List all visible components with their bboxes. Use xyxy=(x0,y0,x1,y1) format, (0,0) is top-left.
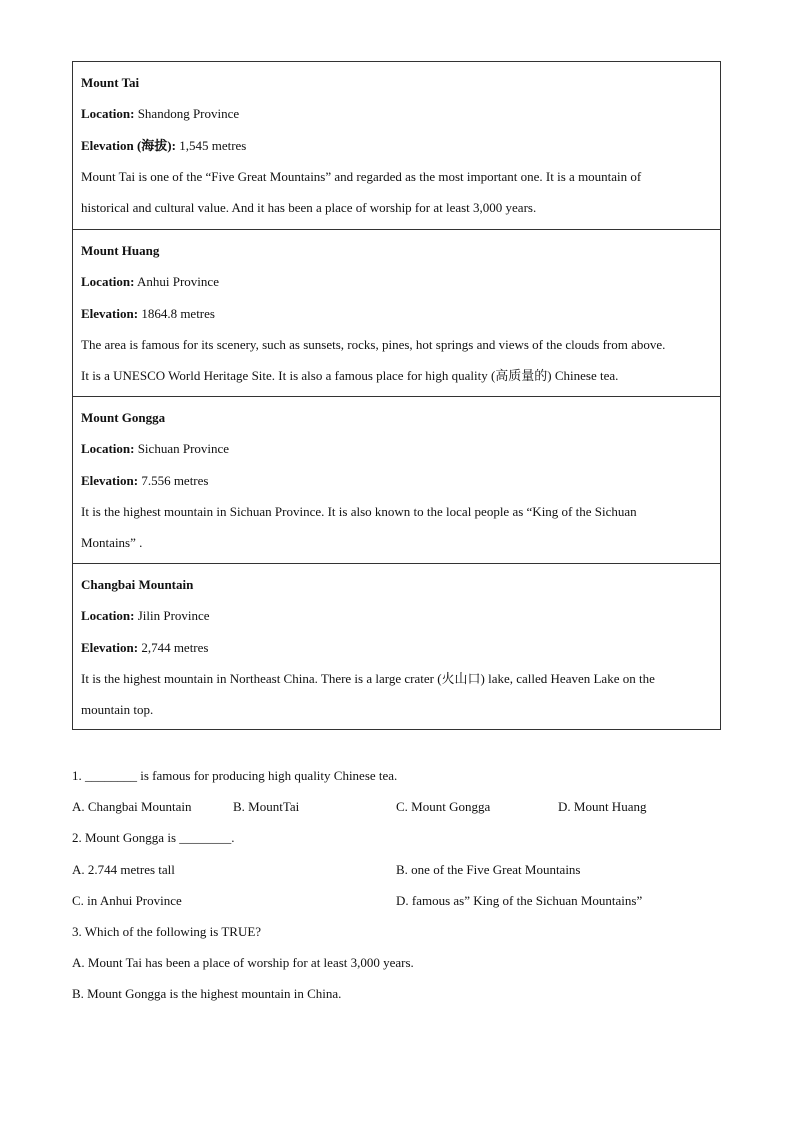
mountain-info-table xyxy=(72,61,721,730)
mountain-cell-changbai xyxy=(73,563,720,729)
elevation-line xyxy=(81,302,712,333)
description-line-2: historical and cultural value. And it has been a place of worship for at least 3,000 years. xyxy=(81,200,537,216)
mountain-name: Changbai Mountain xyxy=(81,577,194,592)
elevation-label: Elevation: xyxy=(81,305,139,321)
location-value: Shandong Province xyxy=(137,106,240,122)
mountain-name: Mount Gongga xyxy=(81,410,166,425)
description-line-1: It is the highest mountain in Northeast China. There is a large crater (火山口) lake, called Heaven Lake on the xyxy=(81,670,655,686)
location-line xyxy=(81,604,712,635)
location-value: Jilin Province xyxy=(137,608,210,624)
location-value: Sichuan Province xyxy=(137,441,230,457)
question-2-stem: 2. Mount Gongga is ________. xyxy=(72,830,235,846)
location-label: Location: xyxy=(81,274,135,290)
description-line-2: mountain top. xyxy=(81,702,154,718)
elevation-value: 2,744 metres xyxy=(141,639,209,655)
elevation-line xyxy=(81,469,712,500)
option-d[interactable]: D. Mount Huang xyxy=(558,799,647,815)
elevation-line xyxy=(81,134,712,165)
option-a[interactable]: A. Mount Tai has been a place of worship for at least 3,000 years. xyxy=(72,955,414,971)
question-3-stem: 3. Which of the following is TRUE? xyxy=(72,923,262,939)
elevation-line xyxy=(81,636,712,667)
description-line-2: Montains” . xyxy=(81,535,143,551)
description-line-2: It is a UNESCO World Heritage Site. It is also a famous place for high quality (高质量的) Chinese tea. xyxy=(81,368,619,384)
location-label: Location: xyxy=(81,441,135,457)
mountain-name: Mount Tai xyxy=(81,75,140,90)
location-value: Anhui Province xyxy=(137,274,219,290)
option-b[interactable]: B. one of the Five Great Mountains xyxy=(396,861,581,877)
mountain-name: Mount Huang xyxy=(81,243,160,258)
mountain-cell-tai xyxy=(73,62,720,229)
location-line xyxy=(81,102,712,133)
option-a[interactable]: A. Changbai Mountain xyxy=(72,799,192,815)
elevation-value: 7.556 metres xyxy=(141,472,209,488)
location-label: Location: xyxy=(81,608,135,624)
question-1-stem: 1. ________ is famous for producing high quality Chinese tea. xyxy=(72,768,398,783)
description-line-1: Mount Tai is one of the “Five Great Mountains” and regarded as the most important one. It is a mountain of xyxy=(81,168,642,184)
elevation-value: 1,545 metres xyxy=(179,137,247,153)
question-section xyxy=(72,765,732,1015)
option-b[interactable]: B. Mount Gongga is the highest mountain in China. xyxy=(72,986,342,1002)
location-line xyxy=(81,437,712,468)
location-label: Location: xyxy=(81,106,135,122)
option-c[interactable]: C. Mount Gongga xyxy=(396,799,491,815)
question-2-options-cd xyxy=(72,890,732,921)
location-line xyxy=(81,270,712,301)
elevation-label: Elevation (海拔): xyxy=(81,137,176,153)
mountain-cell-huang xyxy=(73,229,720,396)
option-a[interactable]: A. 2.744 metres tall xyxy=(72,861,175,877)
elevation-label: Elevation: xyxy=(81,639,139,655)
description-line-1: The area is famous for its scenery, such as sunsets, rocks, pines, hot springs and views of the clouds from above. xyxy=(81,336,666,352)
description-line-1: It is the highest mountain in Sichuan Province. It is also known to the local people as “King of the Sichuan xyxy=(81,503,637,519)
option-c[interactable]: C. in Anhui Province xyxy=(72,892,182,908)
question-2-options-ab xyxy=(72,859,732,890)
option-b[interactable]: B. MountTai xyxy=(233,799,300,815)
question-1-options xyxy=(72,796,732,827)
mountain-cell-gongga xyxy=(73,396,720,563)
option-d[interactable]: D. famous as” King of the Sichuan Mountains” xyxy=(396,892,643,908)
elevation-value: 1864.8 metres xyxy=(141,305,215,321)
elevation-label: Elevation: xyxy=(81,472,139,488)
